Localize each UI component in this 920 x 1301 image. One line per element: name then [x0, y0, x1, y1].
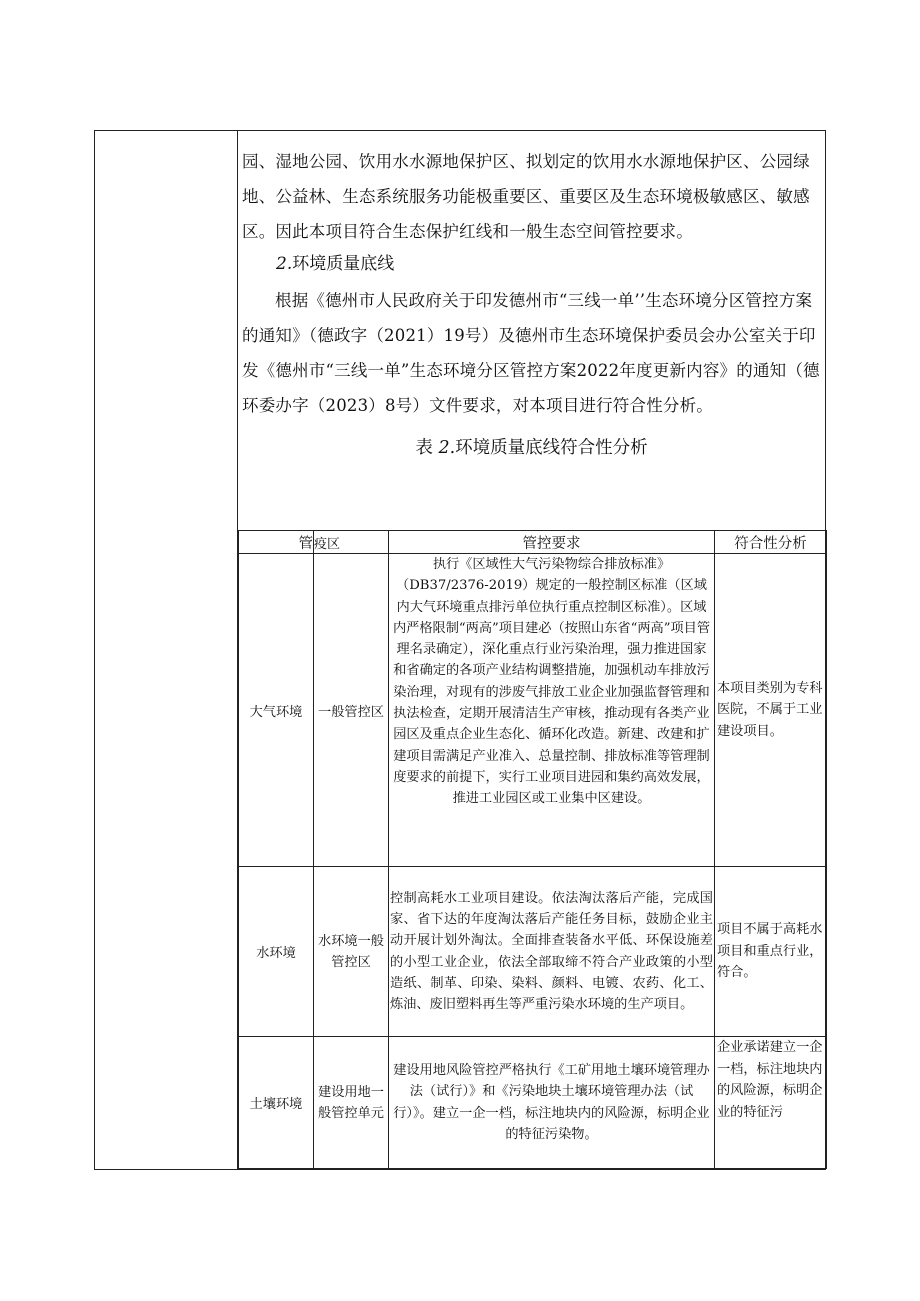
analysis-cell: 本项目类别为专科医院，不属于工业建设项目。: [715, 554, 827, 867]
table-row: [239, 867, 827, 1037]
table-header-row: [239, 531, 827, 554]
requirement-cell: 执行《区域性大气污染物综合排放标准》（DB37/2376-2019）规定的一般控制区标准（区域内大气环境重点排污单位执行重点控制区标准）。区域内严格限制“两高”项目建必（按照山东省“两高”项目管理名录确定），深化重点行业污染治理，强力推进国家和省确定的各项产业结构调整措施，加强机动车排放污染治理，对现有的涉废气排放工业企业加强监督管理和执法检查，定期开展清洁生产审核，推动现有各类产业园区及重点企业生态化、循环化改造。新建、改建和扩建项目需满足产业准入、总量控制、排放标准等管理制度要求的前提下，实行工业项目进园和集约高效发展，推进工业园区或工业集中区建设。: [389, 554, 715, 867]
table-row: [239, 1037, 827, 1169]
quality-table: [238, 530, 827, 1169]
paragraph-basis: 根据《德州市人民政府关于印发德州市“三线一单’’生态环境分区管控方案的通知》（德政字（2021）19号）及德州市生态环境保护委员会办公室关于印发《德州市“三线一单”生态环境分区管控方案2022年度更新内容》的通知（德环委办字（2023）8号）文件要求，对本项目进行符合性分析。: [242, 291, 820, 415]
analysis-cell: 企业承诺建立一企一档，标注地块内的风险源，标明企业的特征污: [715, 1037, 827, 1169]
element-cell: 土壤环境: [239, 1037, 314, 1169]
element-cell: 大气环境: [239, 554, 314, 867]
header-element: 管: [239, 531, 314, 554]
section-heading: [276, 249, 394, 279]
section-title: 环境质量底线: [292, 254, 395, 274]
element-cell: 水环境: [239, 867, 314, 1037]
header-analysis: 符合性分析: [715, 531, 827, 554]
table-caption: [238, 433, 825, 463]
zone-cell: 水环境一般管控区: [314, 867, 389, 1037]
content-cell: [238, 131, 825, 1169]
caption-title: 环境质量底线符合性分析: [455, 438, 648, 458]
requirement-cell: 控制高耗水工业项目建设。依法淘汰落后产能，完成国家、省下达的年度淘汰落后产能任务目标，鼓励企业主动开展计划外淘汰。全面排查装备水平低、环保设施差的小型工业企业，依法全部取缔不符合产业政策的小型造纸、制革、印染、染料、颜料、电镀、农药、化工、炼油、废旧塑料再生等严重污染水环境的生产项目。: [389, 867, 715, 1037]
header-requirement: 管控要求: [389, 531, 715, 554]
analysis-cell: 项目不属于高耗水项目和重点行业，符合。: [715, 867, 827, 1037]
header-zone: 疫区: [314, 531, 389, 554]
caption-prefix: 表: [415, 438, 433, 458]
zone-cell: 建设用地一般管控单元: [314, 1037, 389, 1169]
left-label-column: [95, 131, 238, 1169]
requirement-cell: 建设用地风险管控严格执行《工矿用地土壤环境管理办法（试行）》和《污染地块土壤环境管理办法（试行）》。建立一企一档，标注地块内的风险源，标明企业的特征污染物。: [389, 1037, 715, 1169]
document-frame: [94, 130, 826, 1170]
zone-cell: 一般管控区: [314, 554, 389, 867]
table-row: [239, 554, 827, 867]
caption-number: 2.: [438, 438, 456, 458]
paragraph-ecological: 园、湿地公园、饮用水水源地保护区、拟划定的饮用水水源地保护区、公园绿地、公益林、生态系统服务功能极重要区、重要区及生态环境极敏感区、敏感区。因此本项目符合生态保护红线和一般生态空间管控要求。: [242, 152, 810, 241]
section-number: 2.: [276, 254, 293, 274]
